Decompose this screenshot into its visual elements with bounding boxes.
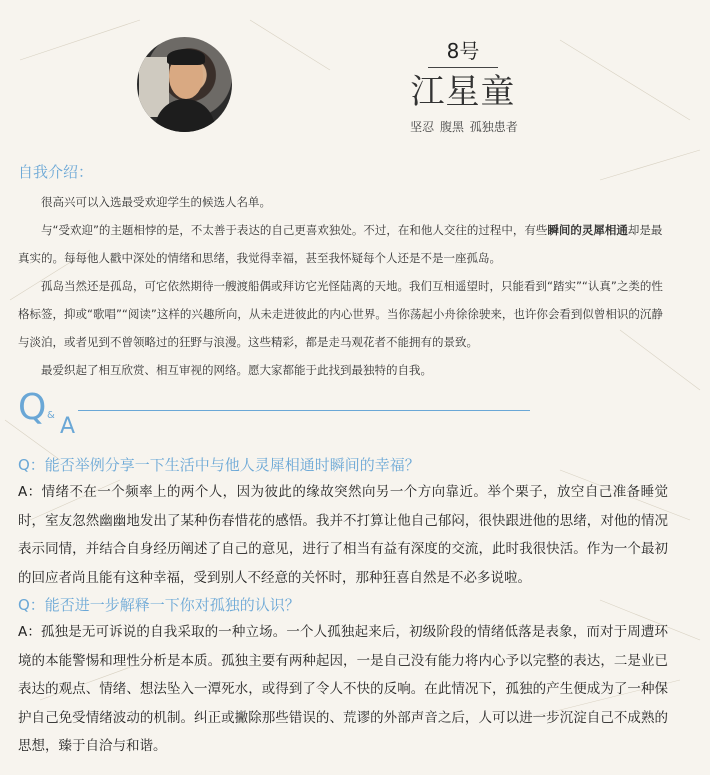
qa-logo-a: A — [60, 414, 76, 439]
answer: A：情绪不在一个频率上的两个人，因为彼此的缘故突然向另一个方向靠近。举个栗子，放空自己准备睡觉时，室友忽然幽幽地发出了某种伤春惜花的感悟。我并不打算让他自己郁闷，很快跟进他的思绪，对他的情况表示同情，并结合自身经历阐述了自己的意见，进行了相当有益有深度的交流，此时我很快活。作为一个最初的回应者尚且能有这种幸福，受到别人不经意的关怀时，那种狂喜自然是不必多说啦。 — [18, 484, 668, 586]
candidate-name: 江星童 — [410, 72, 516, 112]
intro-body — [18, 188, 673, 384]
intro-highlight: 瞬间的灵犀相通 — [547, 223, 628, 237]
qa-logo-amp: & — [47, 410, 55, 421]
intro-paragraph: 孤岛当然还是孤岛，可它依然期待一艘渡船偶或拜访它光怪陆离的天地。我们互相遥望时，只能看到“踏实”“认真”之类的性格标签，抑或“歌唱”“阅读”这样的兴趣所向，从未走进彼此的内心世界。当你荡起小舟徐徐驶来，也许你会看到似曾相识的沉静与淡泊，或者见到不曾领略过的狂野与浪漫。这些精彩，都是走马观花者不能拥有的景致。 — [18, 279, 663, 349]
intro-heading: 自我介绍： — [18, 163, 94, 181]
intro-paragraph — [18, 216, 673, 272]
intro-paragraph: 很高兴可以入选最受欢迎学生的候选人名单。 — [41, 195, 271, 209]
qa-logo — [18, 387, 76, 439]
intro-text: 却是最真实的。每每他人戳中深处的情绪和思绪，我觉得幸福，甚至我怀疑每个人还是不是一座孤岛。 — [18, 223, 663, 265]
intro-text: 与“受欢迎”的主题相悖的是，不太善于表达的自己更喜欢独处。不过，在和他人交往的过程中，有些 — [41, 223, 548, 237]
candidate-tags: 坚忍 腹黑 孤独患者 — [410, 120, 518, 134]
qa-logo-q: Q — [18, 387, 47, 428]
candidate-number: 8号 — [428, 35, 498, 68]
avatar — [137, 37, 232, 132]
avatar-hair — [167, 49, 205, 65]
answer: A：孤独是无可诉说的自我采取的一种立场。一个人孤独起来后，初级阶段的情绪低落是表象，而对于周遭环境的本能警惕和理性分析是本质。孤独主要有两种起因，一是自己没有能力将内心予以完整的表达，二是业已表达的观点、情绪、想法坠入一潭死水，或得到了令人不快的反响。在此情况下，孤独的产生便成为了一种保护自己免受情绪波动的机制。纠正或撇除那些错误的、荒谬的外部声音之后，人可以进一步沉淀自己不成熟的思想，臻于自洽与和谐。 — [18, 624, 668, 754]
question: Q：能否进一步解释一下你对孤独的认识？ — [18, 596, 300, 614]
question: Q：能否举例分享一下生活中与他人灵犀相通时瞬间的幸福？ — [18, 456, 420, 474]
qa-section — [18, 452, 668, 761]
qa-divider — [78, 410, 530, 411]
intro-paragraph: 最爱织起了相互欣赏、相互审视的网络。愿大家都能于此找到最独特的自我。 — [41, 363, 432, 377]
